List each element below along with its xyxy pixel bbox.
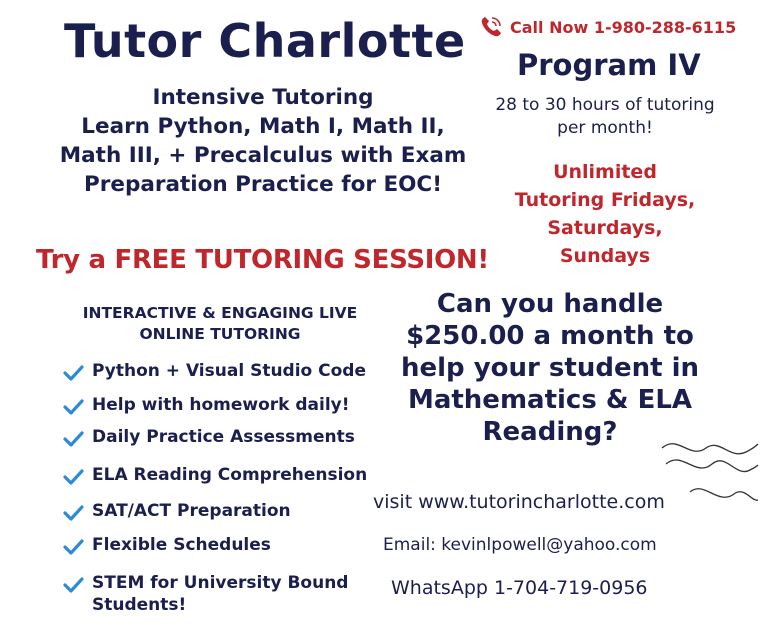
unlimited-line-3: Saturdays, [547,217,663,239]
checkmark-icon [62,428,84,450]
question-line-1: Can you handle [436,289,664,319]
feature-item [62,534,271,558]
checkmark-icon [62,362,84,384]
checkmark-icon [62,466,84,488]
question-line-3: help your student in [401,353,699,383]
headline-line-2: Learn Python, Math I, Math II, [81,114,445,139]
feature-label-line-1: STEM for University Bound [92,573,349,593]
checkmark-icon [62,502,84,524]
question-line-5: Reading? [482,417,618,447]
program-name: Program IV [517,48,701,82]
headline-line-1: Intensive Tutoring [152,85,374,110]
feature-label: Flexible Schedules [92,535,271,555]
interactive-line-2: ONLINE TUTORING [139,325,301,343]
unlimited-line-1: Unlimited [553,161,657,183]
checkmark-icon [62,574,84,596]
decorative-swirl [660,430,760,520]
headline-line-3: Math III, + Precalculus with Exam [59,143,467,168]
feature-label: ELA Reading Comprehension [92,465,368,485]
feature-item [62,394,350,418]
email-link[interactable]: Email: kevinlpowell@yahoo.com [383,535,657,555]
interactive-heading [60,303,380,345]
phone-icon [478,14,504,40]
feature-label: Python + Visual Studio Code [92,361,366,381]
feature-label: Daily Practice Assessments [92,427,355,447]
call-now[interactable] [478,14,736,40]
pricing-question [400,288,700,448]
unlimited-tutoring [480,158,730,270]
interactive-line-1: INTERACTIVE & ENGAGING LIVE [82,304,358,322]
feature-label: SAT/ACT Preparation [92,501,291,521]
feature-item [62,464,367,488]
question-line-2: $250.00 a month to [406,321,694,351]
call-now-text: Call Now 1-980-288-6115 [510,17,737,37]
whatsapp-contact[interactable]: WhatsApp 1-704-719-0956 [391,577,648,599]
feature-item [62,572,348,616]
program-hours-line-2: per month! [557,118,653,138]
checkmark-icon [62,396,84,418]
headline [38,83,488,199]
checkmark-icon [62,536,84,558]
feature-item [62,360,366,384]
feature-label-line-2: Students! [92,595,187,615]
unlimited-line-4: Sundays [559,245,651,267]
feature-item [62,426,355,450]
program-hours [480,94,730,140]
unlimited-line-2: Tutoring Fridays, [514,189,696,211]
feature-item [62,500,291,524]
website-link[interactable]: visit www.tutorincharlotte.com [373,491,665,513]
feature-label [92,572,348,616]
program-hours-line-1: 28 to 30 hours of tutoring [495,95,715,115]
headline-line-4: Preparation Practice for EOC! [84,172,442,197]
free-session-banner: Try a FREE TUTORING SESSION! [36,245,489,275]
page-title: Tutor Charlotte [64,14,466,68]
question-line-4: Mathematics & ELA [407,385,693,415]
feature-label: Help with homework daily! [92,395,350,415]
